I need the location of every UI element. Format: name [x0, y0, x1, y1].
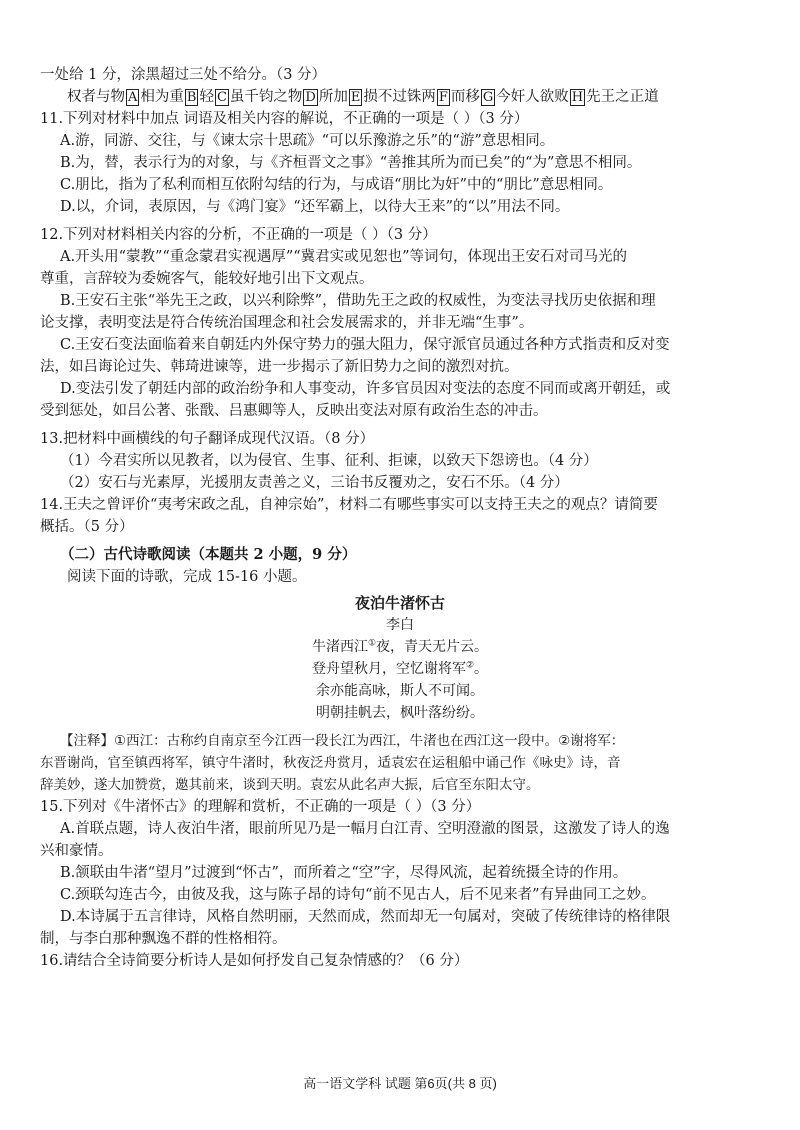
break-segment: 损不过铢两: [363, 89, 436, 105]
sentence-break-line: [40, 86, 760, 108]
section-instruction: 阅读下面的诗歌，完成 15-16 小题。: [67, 569, 307, 585]
q12-line: 法，如吕诲论过失、韩琦进谏等，进一步揭示了新旧势力之间的激烈对抗。: [40, 359, 519, 375]
break-segment: 所加: [318, 89, 348, 105]
poem-line: [40, 702, 760, 724]
q13-stem: 13.把材料中画横线的句子翻译成现代汉语。（8 分）: [40, 431, 375, 447]
break-box[interactable]: A: [128, 90, 138, 105]
q15-line: C.颈联勾连古今，由彼及我，这与陈子昂的诗句“前不见古人，后不见来者”有异曲同工之妙。: [60, 887, 656, 903]
q15-line: B.颔联由牛渚“望月”过渡到“怀古”，而所着之“空”字，尽得风流，起着统摄全诗的作用。: [60, 865, 628, 881]
note-line: 东晋谢尚，官至镇西将军，镇守牛渚时，秋夜泛舟赏月，适袁宏在运租船中诵己作《咏史》诗，音: [40, 755, 621, 771]
break-box[interactable]: F: [438, 90, 448, 105]
q11-stem: 11.下列对材料中加点 词语及相关内容的解说，不正确的一项是（ ）（3 分）: [40, 111, 529, 127]
break-segment: 先王之正道: [586, 89, 659, 105]
note-line: 辞美妙，遂大加赞赏，邀其前来，谈到天明。袁宏从此名声大振，后官至东阳太守。: [40, 777, 540, 793]
q12-line: D.变法引发了朝廷内部的政治纷争和人事变动，许多官员因对变法的态度不同而或离开朝廷，或: [60, 381, 671, 397]
q12-line: C.王安石变法面临着来自朝廷内外保守势力的强大阻力，保守派官员通过各种方式指责和反对变: [60, 337, 670, 353]
q15-line: D.本诗属于五言律诗，风格自然明丽，天然而成，然而却无一句属对，突破了传统律诗的格律限: [60, 909, 671, 925]
poem-line-text: 余亦能高咏，斯人不可闻。: [316, 683, 484, 699]
q14-line: 14.王夫之曾评价“夷考宋政之乱，自神宗始”，材料二有哪些事实可以支持王夫之的观点？请简要: [40, 497, 658, 513]
q15-stem: 15.下列对《牛渚怀古》的理解和赏析，不正确的一项是（ ）（3 分）: [40, 799, 481, 815]
q12-line: 论支撑，表明变法是符合传统治国理念和社会发展需求的，并非无端“生事”。: [40, 315, 534, 331]
q13-item: （1）今君实所以见教者，以为侵官、生事、征利、拒谏，以致天下怨谤也。（4 分）: [60, 453, 598, 469]
poem-line-text: 牛渚西江: [311, 639, 368, 655]
break-segment: 权者与物: [67, 89, 125, 105]
q12-line: A.开头用“蒙教”“重念蒙君实视遇厚”“冀君实或见恕也”等词句，体现出王安石对司马光的: [60, 249, 628, 265]
note-line: 【注释】①西江：古称约自南京至今江西一段长江为西江，牛渚也在西江这一段中。②谢将军：: [60, 733, 625, 749]
poem-line: [40, 680, 760, 702]
q12-line: 受到惩处，如吕公著、张戬、吕惠卿等人，反映出变法对原有政治生态的冲击。: [40, 403, 548, 419]
poem-line-text: 明朝挂帆去，枫叶落纷纷。: [316, 705, 484, 721]
q15-line: 兴和豪情。: [40, 843, 113, 859]
poem-notes: [40, 730, 760, 796]
break-box[interactable]: E: [350, 90, 361, 105]
break-segment: 虽千钧之物: [229, 89, 303, 105]
section-heading: （二）古代诗歌阅读（本题共 2 小题，9 分）: [60, 546, 357, 563]
intro-line: 一处给 1 分，涂黑超过三处不给分。（3 分）: [40, 67, 327, 83]
footnote-marker: ①: [367, 638, 377, 649]
break-segment: 今奸人欲败: [496, 89, 569, 105]
poem-line-text: 夜，青天无片云。: [376, 639, 489, 655]
q16-stem: 16.请结合全诗简要分析诗人是如何抒发自己复杂情感的？（6 分）: [40, 953, 469, 969]
q11-option-d: D.以，介词，表原因，与《鸿门宴》“还军霸上，以待大王来”的“以”用法不同。: [60, 199, 570, 215]
page-footer: 高一语文学科 试题 第6页(共 8 页): [303, 1076, 497, 1091]
poem-line: [40, 658, 760, 680]
q11-option-b: B.为，替，表示行为的对象，与《齐桓晋文之事》“善推其所为而已矣”的“为”意思不相同。: [60, 155, 642, 171]
q11-option-c: C.朋比，指为了私利而相互依附勾结的行为，与成语“朋比为奸”中的“朋比”意思相同。: [60, 177, 613, 193]
break-segment: 轻: [199, 89, 214, 105]
exam-page: [40, 64, 760, 972]
q15-line: A.首联点题，诗人夜泊牛渚，眼前所见乃是一幅月白江青、空明澄澈的图景，这激发了诗人的逸: [60, 821, 670, 837]
q12-stem: 12.下列对材料相关内容的分析，不正确的一项是（ ）（3 分）: [40, 227, 437, 243]
poem-line-text: 。: [474, 661, 489, 677]
break-box[interactable]: D: [305, 90, 316, 105]
break-segment: 相为重: [140, 89, 184, 105]
q12-line: B.王安石主张“举先王之政，以兴利除弊”，借助先王之政的权威性，为变法寻找历史依据和理: [60, 293, 656, 309]
poem-line-text: 登舟望秋月，空忆谢将军: [311, 661, 466, 677]
q14-line: 概括。（5 分）: [40, 519, 134, 535]
poem-title: 夜泊牛渚怀古: [354, 594, 445, 612]
break-segment: 而移: [450, 89, 480, 105]
q15-line: 制，与李白那种飘逸不群的性格相符。: [40, 931, 287, 947]
break-box[interactable]: C: [216, 90, 227, 105]
break-box[interactable]: B: [186, 90, 197, 105]
poem-author: 李白: [386, 617, 414, 633]
q13-item: （2）安石与光素厚，光援朋友责善之义，三诒书反覆劝之，安石不乐。（4 分）: [60, 475, 569, 491]
break-box[interactable]: G: [482, 90, 494, 105]
poem-line: [40, 636, 760, 658]
footnote-marker: ②: [465, 660, 475, 671]
q12-line: 尊重，言辞较为委婉客气，能较好地引出下文观点。: [40, 271, 374, 287]
q11-option-a: A.游，同游、交往，与《谏太宗十思疏》“可以乐豫游之乐”的“游”意思相同。: [60, 133, 555, 149]
break-box[interactable]: H: [571, 90, 584, 105]
